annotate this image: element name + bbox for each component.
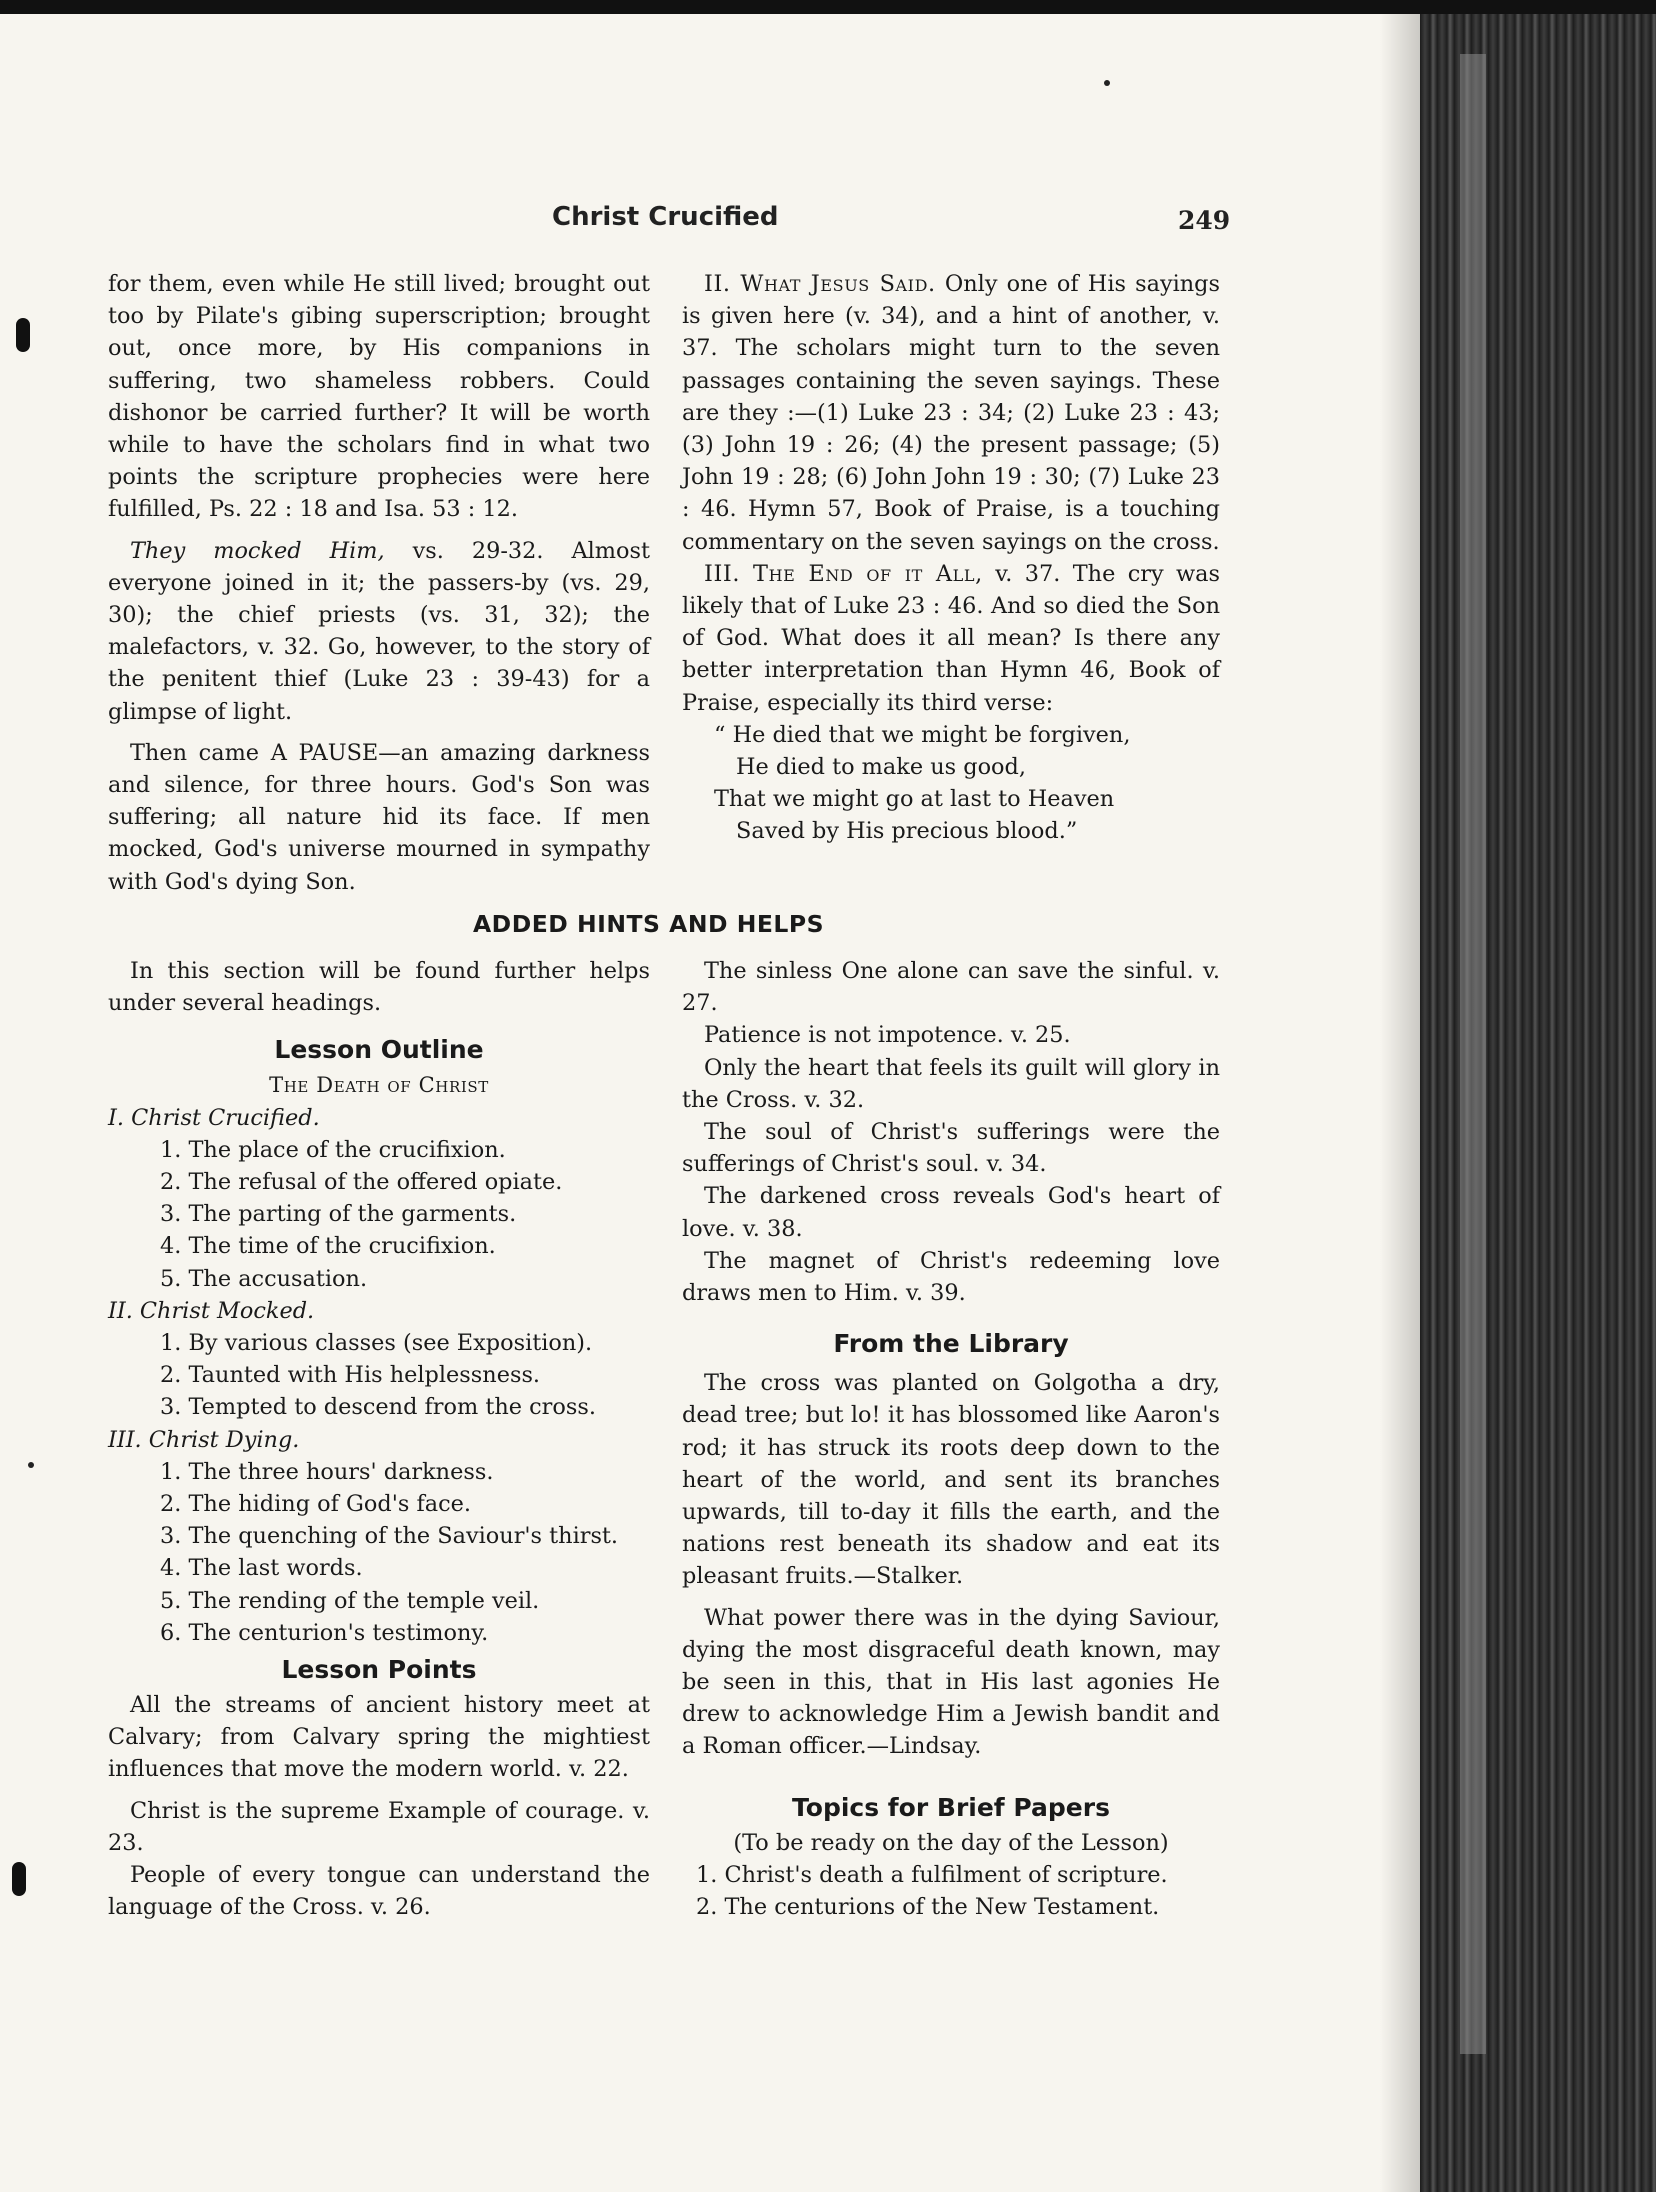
outline-item: 2. The refusal of the offered opiate.	[160, 1169, 563, 1196]
speck-mark	[28, 1462, 34, 1468]
outline-item: 3. The parting of the garments.	[160, 1201, 517, 1228]
hymn-verse: “ He died that we might be forgiven, He died to make us good, That we might go at last to Heaven Saved by His precious blood.”	[714, 721, 1131, 845]
lesson-point: Patience is not impotence. v. 25.	[704, 1022, 1071, 1049]
outline-group-title: I. Christ Crucified.	[108, 1104, 320, 1131]
lesson-point: People of every tongue can understand the language of the Cross. v. 26.	[108, 1862, 650, 1921]
outline-item: 1. The three hours' darkness.	[160, 1458, 494, 1485]
topics-heading: Topics for Brief Papers	[792, 1792, 1110, 1822]
outline-item: 3. The quenching of the Saviour's thirst.	[160, 1523, 619, 1550]
outline-item: 4. The time of the crucifixion.	[160, 1233, 496, 1260]
outline-item: 2. The hiding of God's face.	[160, 1491, 472, 1518]
topics-note: (To be ready on the day of the Lesson)	[733, 1829, 1169, 1856]
paragraph: They mocked Him, vs. 29-32. Almost everyone joined in it; the passers-by (vs. 29, 30); the chief priests (vs. 31, 32); the malefactors, v. 32. Go, however, to the story of the penitent thief (Luke 23 : 39-43) for a glimpse of light.	[108, 537, 650, 725]
paragraph: for them, even while He still lived; brought out too by Pilate's gibing superscription; brought out, once more, by His companions in suffering, two shameless robbers. Could dishonor be carried further? It will be worth while to have the scholars find in what two points the scripture prophecies were here fulfilled, Ps. 22 : 18 and Isa. 53 : 12.	[108, 271, 650, 523]
book-page-edges	[1420, 14, 1656, 2192]
binding-hole-bottom	[12, 1862, 26, 1896]
left-column-bottom	[108, 955, 650, 1923]
binding-hole-top	[16, 318, 30, 352]
running-head: Christ Crucified	[552, 202, 779, 232]
paragraph: Then came A PAUSE—an amazing darkness and silence, for three hours. God's Son was suffering; all nature hid its face. If men mocked, God's universe mourned in sympathy with God's dying Son.	[108, 739, 650, 895]
page-number: 249	[1178, 206, 1231, 235]
lesson-point: All the streams of ancient history meet at Calvary; from Calvary spring the mightiest influences that move the modern world. v. 22.	[108, 1692, 650, 1783]
speck-mark	[1104, 80, 1110, 86]
topic-item: 1. Christ's death a fulfilment of scripture.	[696, 1861, 1168, 1888]
left-column-top	[108, 268, 650, 898]
right-column-bottom	[682, 955, 1220, 1923]
intro-paragraph: In this section will be found further helps under several headings.	[108, 958, 650, 1017]
outline-item: 1. By various classes (see Exposition).	[160, 1330, 593, 1357]
outline-item: 1. The place of the crucifixion.	[160, 1136, 506, 1163]
lesson-point: The darkened cross reveals God's heart of love. v. 38.	[682, 1183, 1220, 1242]
paragraph: III. The End of it All, v. 37. The cry was likely that of Luke 23 : 46. And so died the Son of God. What does it all mean? Is there any better interpretation than Hymn 46, Book of Praise, especially its third verse:	[682, 560, 1220, 716]
outline-item: 5. The accusation.	[160, 1265, 368, 1292]
lesson-point: The magnet of Christ's redeeming love draws men to Him. v. 39.	[682, 1247, 1220, 1307]
lesson-point: The soul of Christ's sufferings were the sufferings of Christ's soul. v. 34.	[682, 1119, 1220, 1178]
lesson-outline-heading: Lesson Outline	[274, 1035, 484, 1065]
library-quote: What power there was in the dying Saviour, dying the most disgraceful death known, may be seen in this, that in His last agonies He drew to acknowledge Him a Jewish bandit and a Roman officer.—Lindsay.	[682, 1604, 1220, 1760]
lesson-points-heading: Lesson Points	[281, 1655, 477, 1685]
right-column-top	[682, 268, 1220, 848]
lesson-outline-subheading: The Death of Christ	[269, 1073, 489, 1098]
library-quote: The cross was planted on Golgotha a dry, dead tree; but lo! it has blossomed like Aaron's rod; it has struck its roots deep down to the heart of the world, and sent its branches upwards, till to-day it fills the earth, and the nations rest beneath its shadow and eat its pleasant fruits.—Stalker.	[682, 1370, 1220, 1590]
lesson-point: The sinless One alone can save the sinful. v. 27.	[682, 958, 1220, 1017]
topic-item: 2. The centurions of the New Testament.	[696, 1894, 1160, 1921]
lesson-point: Christ is the supreme Example of courage. v. 23.	[108, 1797, 650, 1856]
paragraph: II. What Jesus Said. Only one of His sayings is given here (v. 34), and a hint of another, v. 37. The scholars might turn to the seven passages containing the seven sayings. These are they :—(1) Luke 23 : 34; (2) Luke 23 : 43; (3) John 19 : 26; (4) the present passage; (5) John 19 : 28; (6) John John 19 : 30; (7) Luke 23 : 46. Hymn 57, Book of Praise, is a touching commentary on the seven sayings on the cross.	[682, 271, 1220, 555]
outline-item: 2. Taunted with His helplessness.	[160, 1362, 541, 1389]
outline-group-title: III. Christ Dying.	[108, 1426, 300, 1453]
library-heading: From the Library	[833, 1329, 1069, 1359]
outline-item: 4. The last words.	[160, 1555, 363, 1582]
outline-item: 3. Tempted to descend from the cross.	[160, 1394, 596, 1421]
lesson-point: Only the heart that feels its guilt will glory in the Cross. v. 32.	[682, 1054, 1220, 1113]
outline-item: 6. The centurion's testimony.	[160, 1619, 489, 1646]
outline-group-title: II. Christ Mocked.	[108, 1297, 315, 1324]
section-title: ADDED HINTS AND HELPS	[473, 910, 825, 938]
outline-item: 5. The rending of the temple veil.	[160, 1587, 540, 1614]
